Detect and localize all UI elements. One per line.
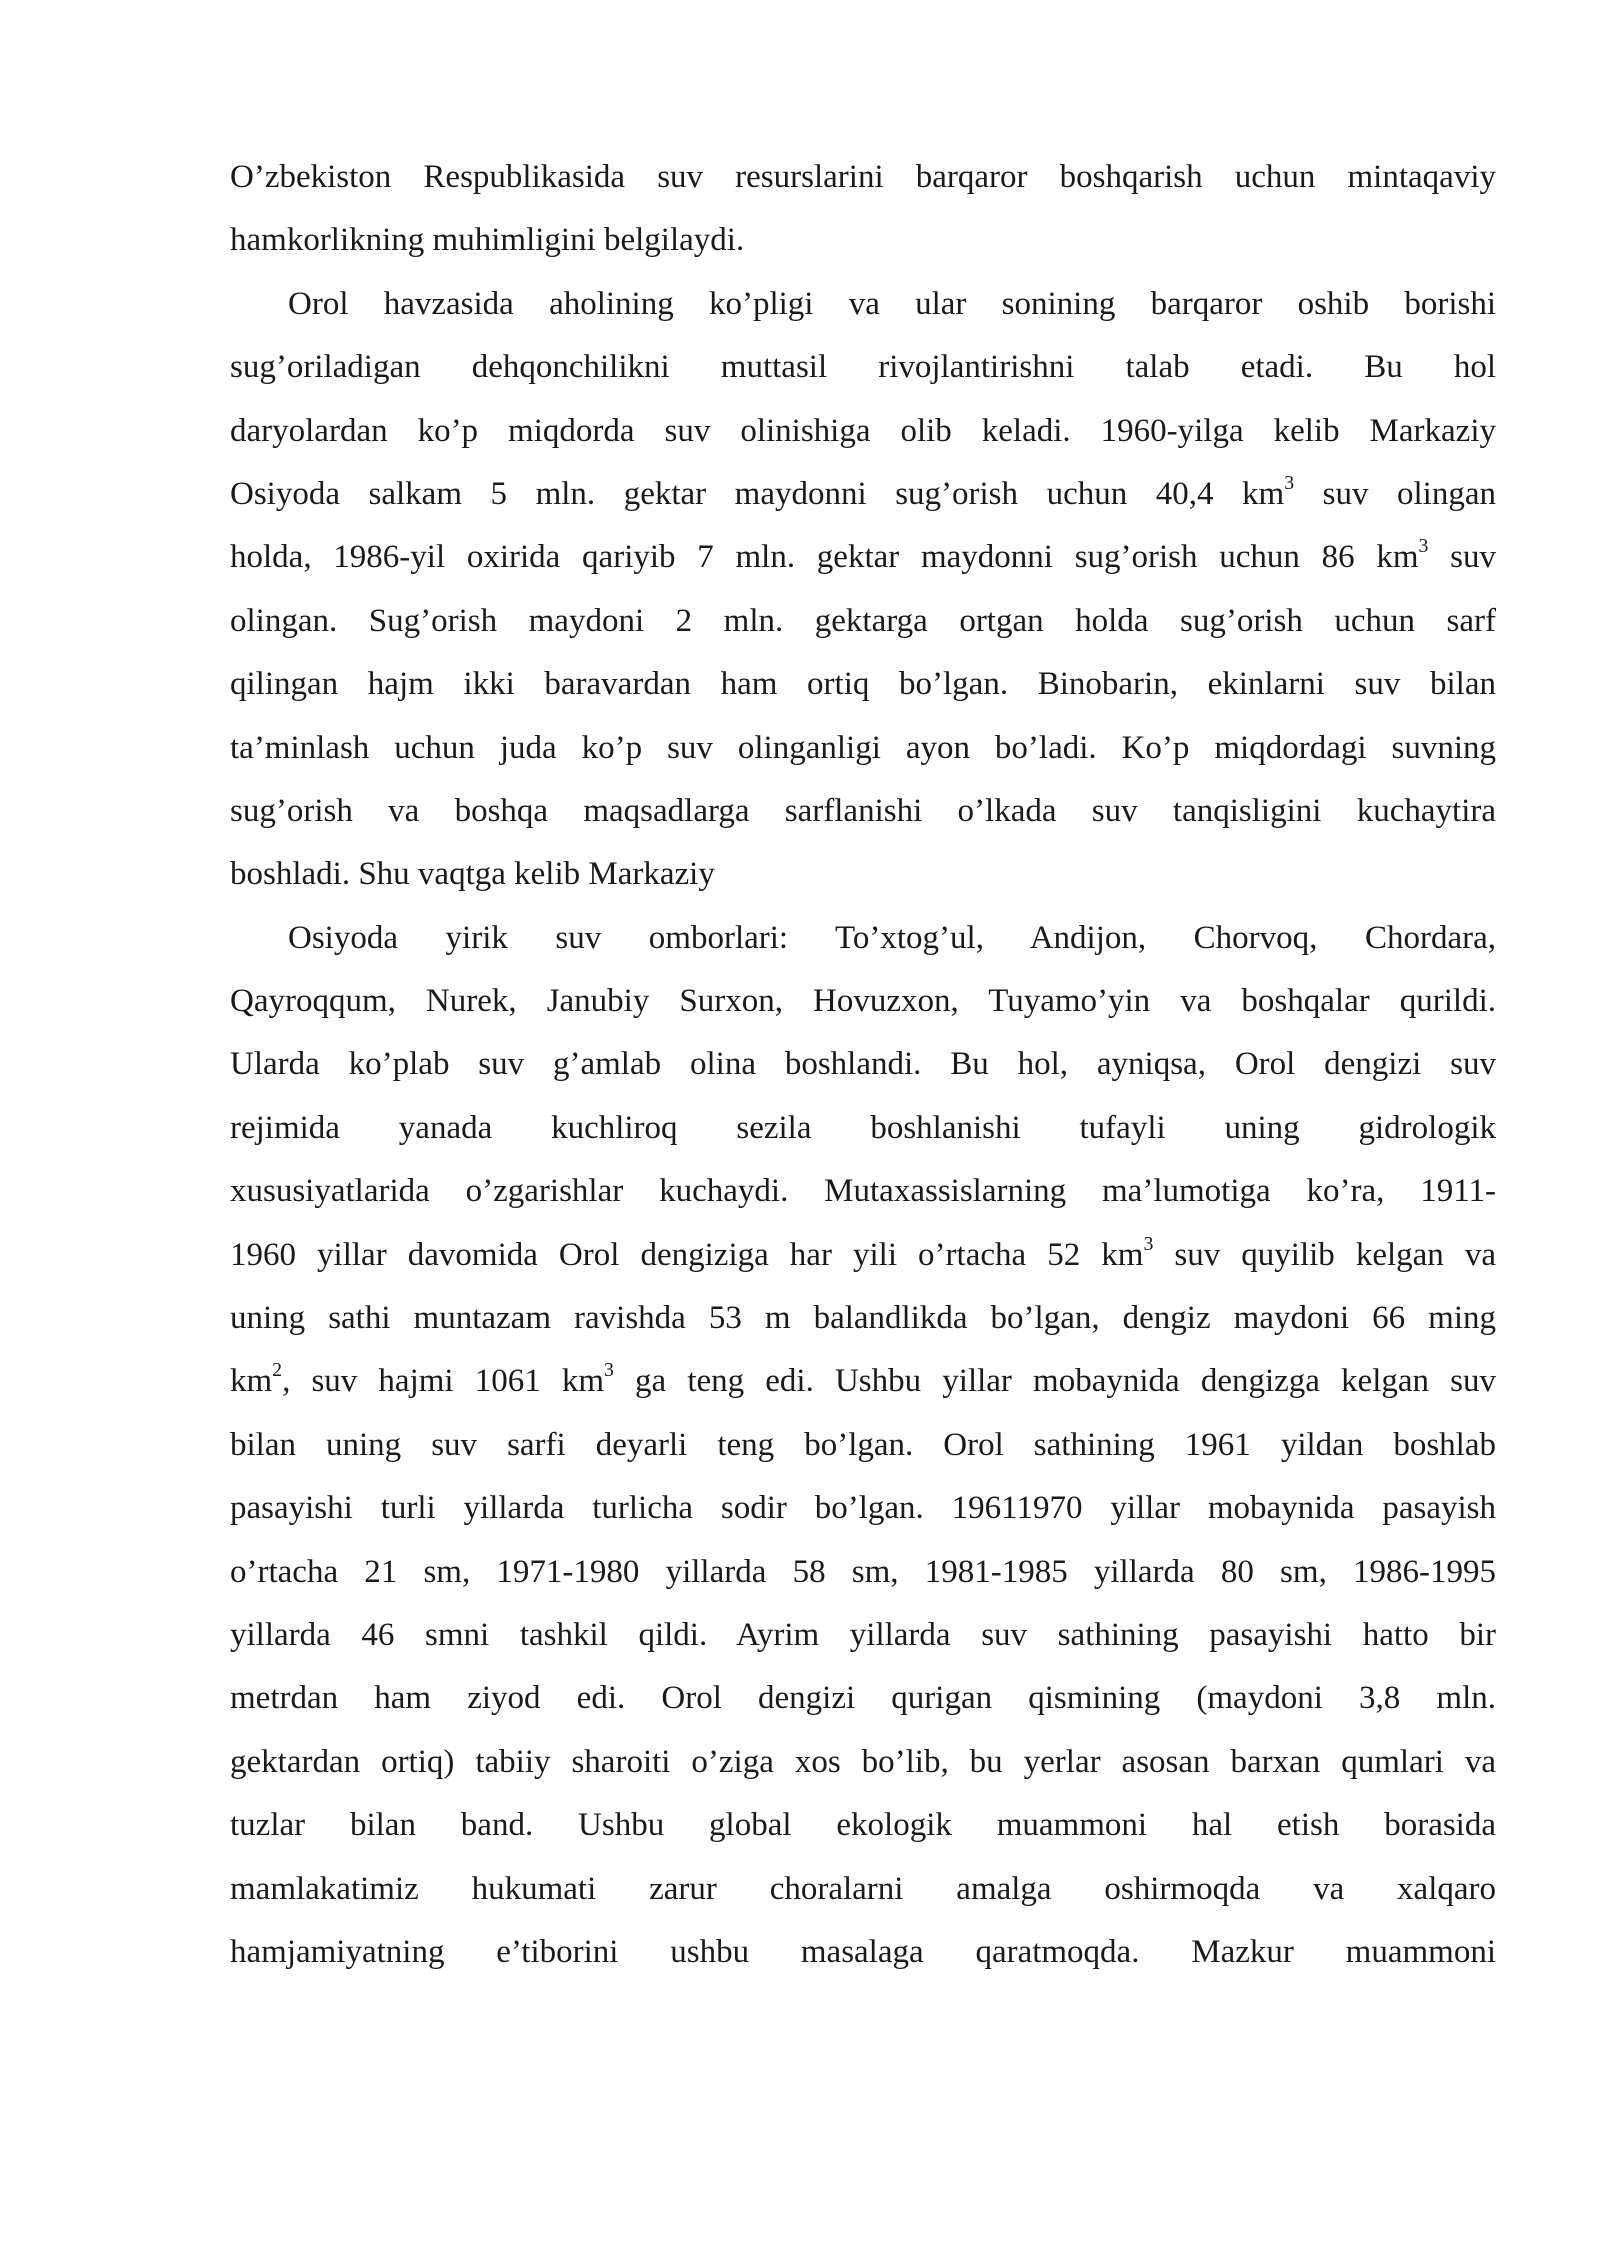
text-line: [230, 463, 1496, 526]
text-segment: suv quyilib kelgan va: [1153, 1236, 1497, 1273]
text-segment: suv: [1428, 539, 1496, 576]
text-segment: ga teng edi. Ushbu yillar mobaynida dengizga kelgan suv: [613, 1363, 1496, 1400]
text-line: xususiyatlarida o’zgarishlar kuchaydi. Mutaxassislarning ma’lumotiga ko’ra, 1911-: [230, 1173, 1496, 1210]
text-line: o’rtacha 21 sm, 1971-1980 yillarda 58 sm, 1981-1985 yillarda 80 sm, 1986-1995: [230, 1553, 1496, 1590]
text-segment: 1960 yillar davomida Orol dengiziga har yili o’rtacha 52 km: [230, 1236, 1144, 1273]
text-line: daryolardan ko’p miqdorda suv olinishiga olib keladi. 1960-yilga kelib Markaziy: [230, 412, 1496, 449]
text-line: ta’minlash uchun juda ko’p suv olinganligi ayon bo’ladi. Ko’p miqdordagi suvning: [230, 729, 1496, 766]
text-line: Ularda ko’plab suv g’amlab olina boshlandi. Bu hol, ayniqsa, Orol dengizi suv: [230, 1046, 1496, 1083]
superscript: 3: [604, 1359, 614, 1382]
document-page: [230, 146, 1496, 1984]
text-line: pasayishi turli yillarda turlicha sodir bo’lgan. 19611970 yillar mobaynida pasayish: [230, 1490, 1496, 1527]
text-line: rejimida yanada kuchliroq sezila boshlanishi tufayli uning gidrologik: [230, 1109, 1496, 1146]
text-segment: km: [230, 1363, 273, 1400]
text-line: sug’oriladigan dehqonchilikni muttasil rivojlantirishni talab etadi. Bu hol: [230, 349, 1496, 386]
text-line: sug’orish va boshqa maqsadlarga sarflanishi o’lkada suv tanqisligini kuchaytira: [230, 792, 1496, 829]
text-line: Qayroqqum, Nurek, Janubiy Surxon, Hovuzxon, Tuyamo’yin va boshqalar qurildi.: [230, 983, 1496, 1020]
text-line: olingan. Sug’orish maydoni 2 mln. gektarga ortgan holda sug’orish uchun sarf: [230, 602, 1496, 639]
text-line: O’zbekiston Respublikasida suv resurslarini barqaror boshqarish uchun mintaqaviy: [230, 159, 1496, 195]
text-line: hamjamiyatning e’tiborini ushbu masalaga qaratmoqda. Mazkur muammoni: [230, 1933, 1496, 1970]
text-line: mamlakatimiz hukumati zarur choralarni amalga oshirmoqda va xalqaro: [230, 1870, 1496, 1907]
text-line: gektardan ortiq) tabiiy sharoiti o’ziga xos bo’lib, bu yerlar asosan barxan qumlari va: [230, 1743, 1496, 1780]
text-line: [230, 1350, 1496, 1413]
text-line: yillarda 46 smni tashkil qildi. Ayrim yillarda suv sathining pasayishi hatto bir: [230, 1616, 1496, 1653]
text-segment: holda, 1986-yil oxirida qariyib 7 mln. gektar maydonni sug’orish uchun 86 km: [230, 539, 1419, 576]
superscript: 3: [1143, 1232, 1154, 1255]
text-line: hamkorlikning muhimligini belgilaydi.: [230, 222, 745, 259]
text-line: Orol havzasida aholining ko’pligi va ular sonining barqaror oshib borishi: [288, 285, 1496, 322]
text-line: [230, 1224, 1496, 1287]
text-line: bilan uning suv sarfi deyarli teng bo’lgan. Orol sathining 1961 yildan boshlab: [230, 1426, 1496, 1463]
document-body-text: [230, 146, 1496, 1984]
superscript: 3: [1284, 472, 1295, 495]
text-line: [230, 526, 1496, 589]
superscript: 3: [1418, 535, 1429, 558]
text-segment: suv olingan: [1294, 475, 1496, 512]
text-line: metrdan ham ziyod edi. Orol dengizi qurigan qismining (maydoni 3,8 mln.: [230, 1680, 1496, 1717]
text-line: tuzlar bilan band. Ushbu global ekologik muammoni hal etish borasida: [230, 1807, 1496, 1844]
text-segment: Osiyoda salkam 5 mln. gektar maydonni sug’orish uchun 40,4 km: [230, 475, 1285, 512]
text-line: Osiyoda yirik suv omborlari: To’xtog’ul, Andijon, Chorvoq, Chordara,: [288, 919, 1496, 956]
superscript: 2: [272, 1359, 283, 1382]
text-segment: , suv hajmi 1061 km: [282, 1363, 605, 1400]
text-line: uning sathi muntazam ravishda 53 m balandlikda bo’lgan, dengiz maydoni 66 ming: [230, 1300, 1496, 1337]
text-line: qilingan hajm ikki baravardan ham ortiq bo’lgan. Binobarin, ekinlarni suv bilan: [230, 666, 1496, 703]
text-line: boshladi. Shu vaqtga kelib Markaziy: [230, 856, 715, 893]
